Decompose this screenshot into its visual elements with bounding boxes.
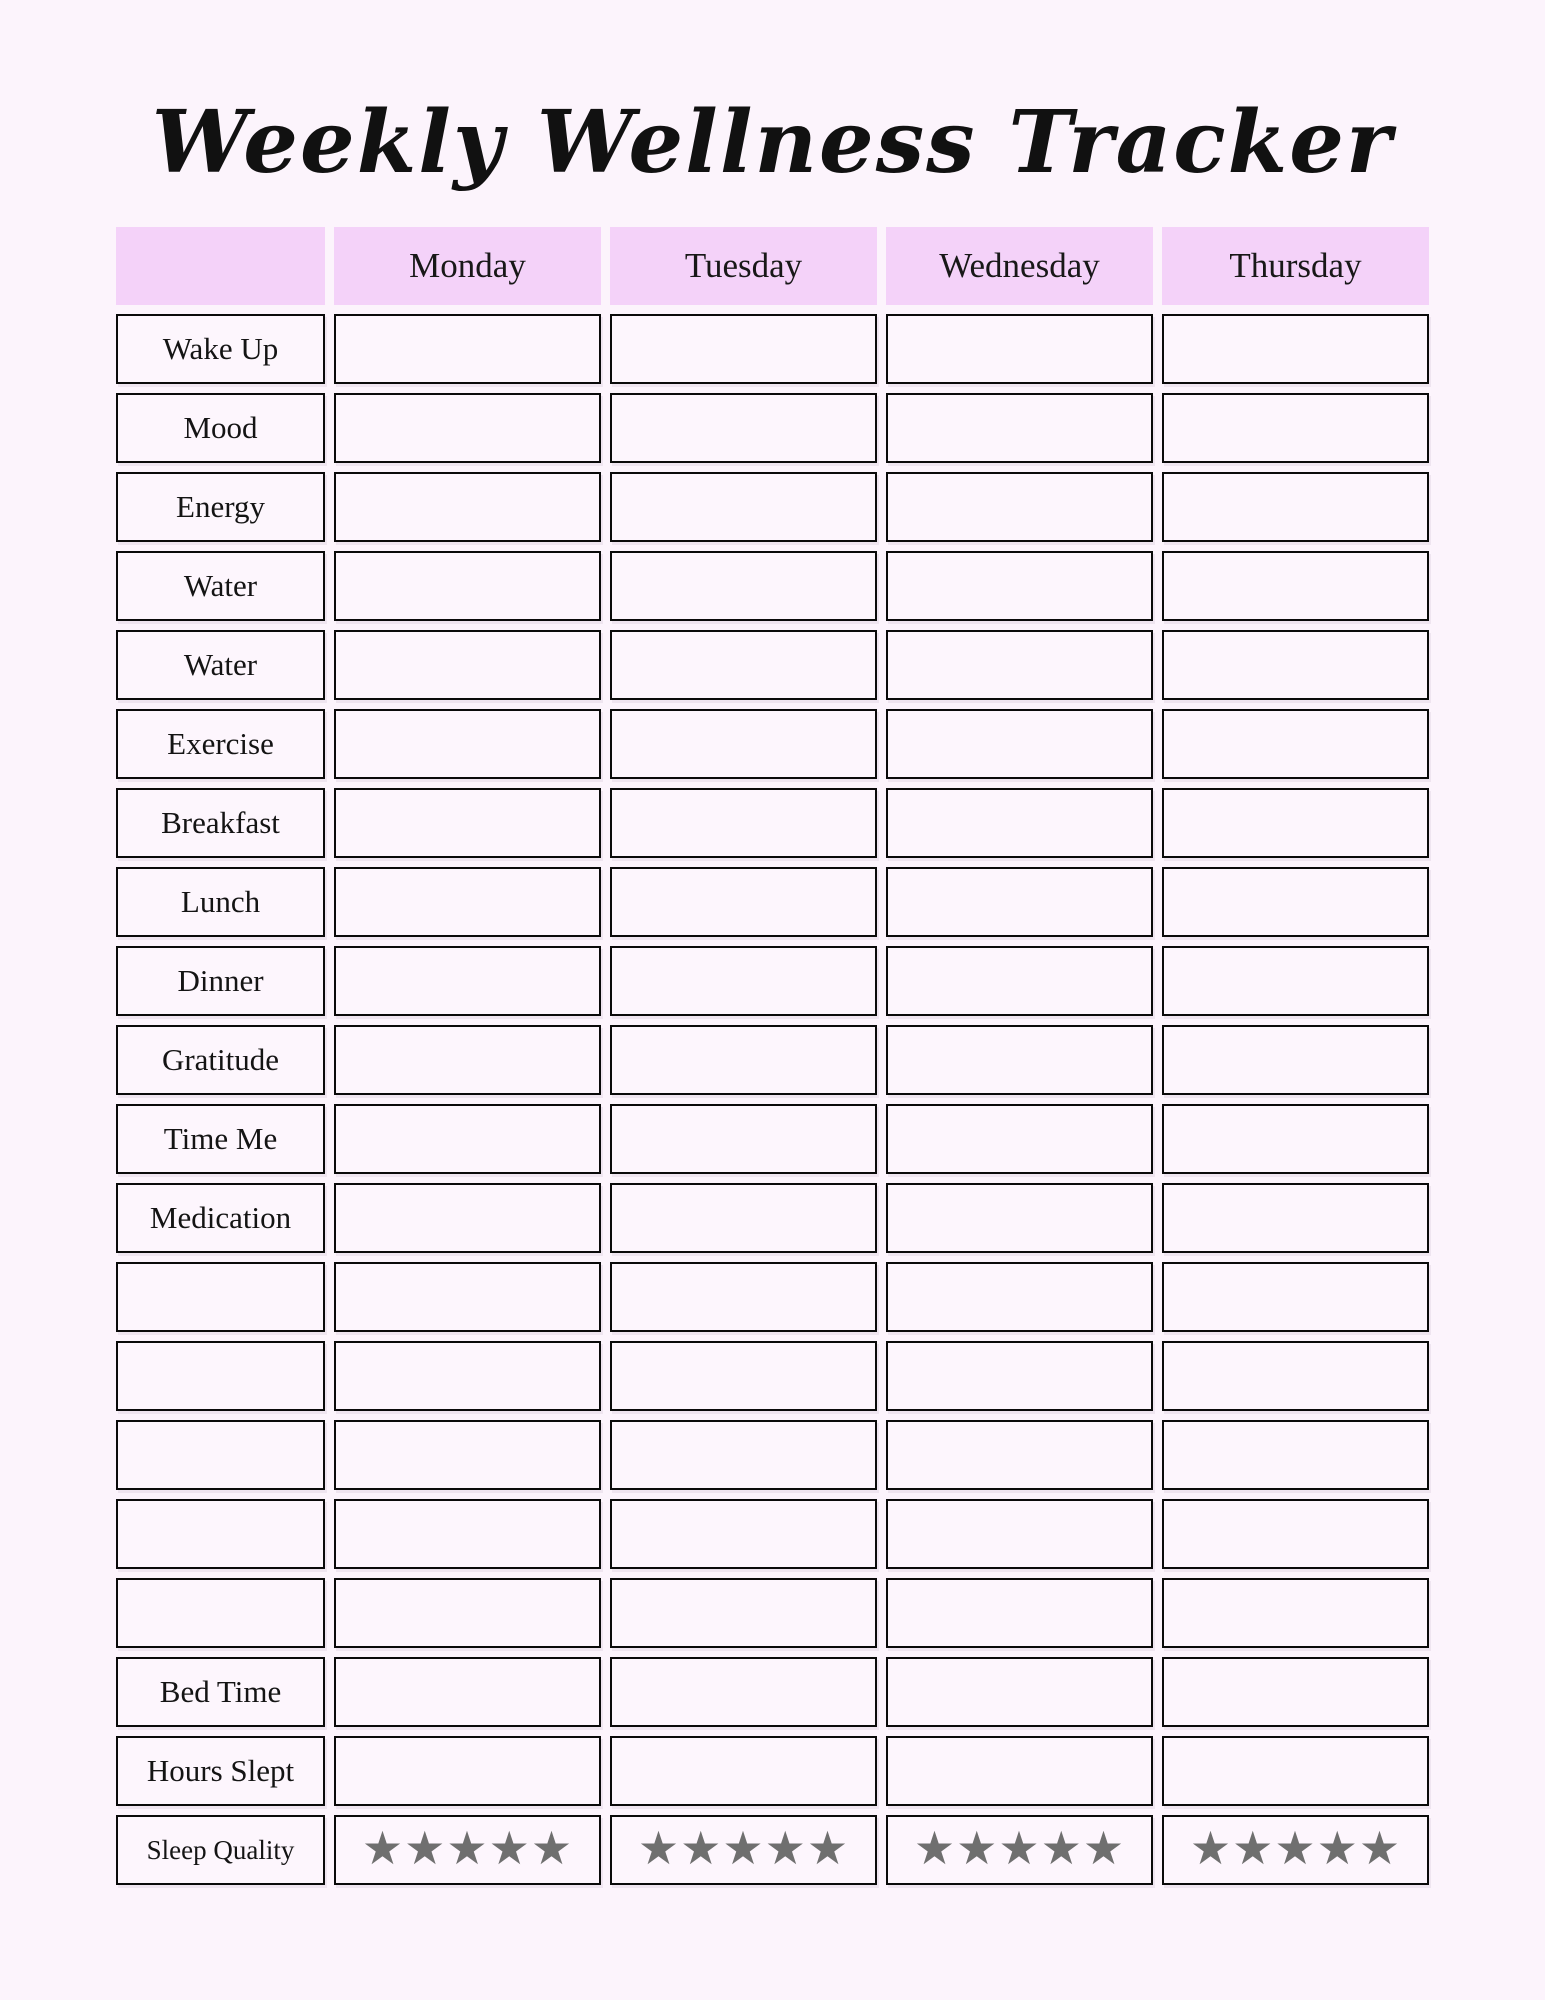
entry-cell-thursday[interactable]: [1162, 1578, 1429, 1648]
row-label-blank: [116, 1420, 325, 1490]
row-label-blank: [116, 1578, 325, 1648]
header-corner-cell: [116, 227, 325, 305]
entry-cell-tuesday-bed-time[interactable]: [610, 1657, 877, 1727]
entry-cell-wednesday-dinner[interactable]: [886, 946, 1153, 1016]
entry-cell-monday-wake-up[interactable]: [334, 314, 601, 384]
entry-cell-wednesday-gratitude[interactable]: [886, 1025, 1153, 1095]
entry-cell-monday[interactable]: [334, 1262, 601, 1332]
entry-cell-monday[interactable]: [334, 1578, 601, 1648]
entry-cell-wednesday-hours-slept[interactable]: [886, 1736, 1153, 1806]
entry-cell-wednesday-water[interactable]: [886, 551, 1153, 621]
row-label-energy: Energy: [116, 472, 325, 542]
row-label-water: Water: [116, 551, 325, 621]
row-label-medication: Medication: [116, 1183, 325, 1253]
sleep-quality-star-icons-thursday[interactable]: ★★★★★: [1162, 1815, 1429, 1885]
entry-cell-monday-exercise[interactable]: [334, 709, 601, 779]
entry-cell-wednesday-mood[interactable]: [886, 393, 1153, 463]
sleep-quality-star-icons-tuesday[interactable]: ★★★★★: [610, 1815, 877, 1885]
header-day-monday: Monday: [334, 227, 601, 305]
entry-cell-thursday-gratitude[interactable]: [1162, 1025, 1429, 1095]
header-day-thursday: Thursday: [1162, 227, 1429, 305]
entry-cell-tuesday-lunch[interactable]: [610, 867, 877, 937]
entry-cell-monday-bed-time[interactable]: [334, 1657, 601, 1727]
entry-cell-monday-water[interactable]: [334, 630, 601, 700]
row-label-breakfast: Breakfast: [116, 788, 325, 858]
entry-cell-tuesday-water[interactable]: [610, 630, 877, 700]
row-label-dinner: Dinner: [116, 946, 325, 1016]
entry-cell-thursday-bed-time[interactable]: [1162, 1657, 1429, 1727]
entry-cell-tuesday[interactable]: [610, 1262, 877, 1332]
entry-cell-tuesday[interactable]: [610, 1499, 877, 1569]
row-label-water: Water: [116, 630, 325, 700]
entry-cell-monday-time-me[interactable]: [334, 1104, 601, 1174]
entry-cell-wednesday-bed-time[interactable]: [886, 1657, 1153, 1727]
entry-cell-tuesday-energy[interactable]: [610, 472, 877, 542]
entry-cell-thursday-breakfast[interactable]: [1162, 788, 1429, 858]
entry-cell-thursday-water[interactable]: [1162, 630, 1429, 700]
entry-cell-thursday[interactable]: [1162, 1499, 1429, 1569]
row-label-wake-up: Wake Up: [116, 314, 325, 384]
row-label-bed-time: Bed Time: [116, 1657, 325, 1727]
entry-cell-tuesday-exercise[interactable]: [610, 709, 877, 779]
entry-cell-tuesday-gratitude[interactable]: [610, 1025, 877, 1095]
entry-cell-monday[interactable]: [334, 1420, 601, 1490]
entry-cell-thursday-dinner[interactable]: [1162, 946, 1429, 1016]
entry-cell-wednesday[interactable]: [886, 1341, 1153, 1411]
header-day-wednesday: Wednesday: [886, 227, 1153, 305]
wellness-table: [116, 227, 1429, 1885]
entry-cell-tuesday-mood[interactable]: [610, 393, 877, 463]
entry-cell-monday-breakfast[interactable]: [334, 788, 601, 858]
entry-cell-thursday-water[interactable]: [1162, 551, 1429, 621]
entry-cell-wednesday-exercise[interactable]: [886, 709, 1153, 779]
entry-cell-tuesday-breakfast[interactable]: [610, 788, 877, 858]
entry-cell-thursday-time-me[interactable]: [1162, 1104, 1429, 1174]
entry-cell-tuesday-water[interactable]: [610, 551, 877, 621]
entry-cell-monday-lunch[interactable]: [334, 867, 601, 937]
entry-cell-monday-hours-slept[interactable]: [334, 1736, 601, 1806]
entry-cell-monday[interactable]: [334, 1341, 601, 1411]
entry-cell-wednesday[interactable]: [886, 1578, 1153, 1648]
entry-cell-wednesday-energy[interactable]: [886, 472, 1153, 542]
entry-cell-thursday[interactable]: [1162, 1341, 1429, 1411]
row-label-sleep-quality: Sleep Quality: [116, 1815, 325, 1885]
row-label-blank: [116, 1499, 325, 1569]
entry-cell-wednesday-breakfast[interactable]: [886, 788, 1153, 858]
row-label-time-me: Time Me: [116, 1104, 325, 1174]
entry-cell-thursday-exercise[interactable]: [1162, 709, 1429, 779]
entry-cell-monday-water[interactable]: [334, 551, 601, 621]
entry-cell-thursday-lunch[interactable]: [1162, 867, 1429, 937]
entry-cell-thursday-medication[interactable]: [1162, 1183, 1429, 1253]
entry-cell-wednesday-medication[interactable]: [886, 1183, 1153, 1253]
sleep-quality-star-icons-monday[interactable]: ★★★★★: [334, 1815, 601, 1885]
row-label-lunch: Lunch: [116, 867, 325, 937]
entry-cell-wednesday-water[interactable]: [886, 630, 1153, 700]
entry-cell-tuesday[interactable]: [610, 1578, 877, 1648]
entry-cell-thursday[interactable]: [1162, 1420, 1429, 1490]
entry-cell-monday-dinner[interactable]: [334, 946, 601, 1016]
header-day-tuesday: Tuesday: [610, 227, 877, 305]
page-title: Weekly Wellness Tracker: [151, 92, 1394, 193]
entry-cell-wednesday[interactable]: [886, 1262, 1153, 1332]
entry-cell-monday-energy[interactable]: [334, 472, 601, 542]
entry-cell-monday-medication[interactable]: [334, 1183, 601, 1253]
entry-cell-thursday[interactable]: [1162, 1262, 1429, 1332]
entry-cell-thursday-hours-slept[interactable]: [1162, 1736, 1429, 1806]
entry-cell-tuesday[interactable]: [610, 1420, 877, 1490]
row-label-hours-slept: Hours Slept: [116, 1736, 325, 1806]
entry-cell-monday[interactable]: [334, 1499, 601, 1569]
entry-cell-thursday-energy[interactable]: [1162, 472, 1429, 542]
entry-cell-wednesday[interactable]: [886, 1420, 1153, 1490]
entry-cell-tuesday-medication[interactable]: [610, 1183, 877, 1253]
sleep-quality-star-icons-wednesday[interactable]: ★★★★★: [886, 1815, 1153, 1885]
entry-cell-tuesday-time-me[interactable]: [610, 1104, 877, 1174]
entry-cell-monday-mood[interactable]: [334, 393, 601, 463]
entry-cell-tuesday-hours-slept[interactable]: [610, 1736, 877, 1806]
entry-cell-wednesday-wake-up[interactable]: [886, 314, 1153, 384]
row-label-mood: Mood: [116, 393, 325, 463]
entry-cell-tuesday-dinner[interactable]: [610, 946, 877, 1016]
entry-cell-thursday-wake-up[interactable]: [1162, 314, 1429, 384]
row-label-blank: [116, 1341, 325, 1411]
entry-cell-tuesday-wake-up[interactable]: [610, 314, 877, 384]
entry-cell-thursday-mood[interactable]: [1162, 393, 1429, 463]
entry-cell-tuesday[interactable]: [610, 1341, 877, 1411]
entry-cell-wednesday-lunch[interactable]: [886, 867, 1153, 937]
entry-cell-monday-gratitude[interactable]: [334, 1025, 601, 1095]
row-label-blank: [116, 1262, 325, 1332]
row-label-exercise: Exercise: [116, 709, 325, 779]
row-label-gratitude: Gratitude: [116, 1025, 325, 1095]
entry-cell-wednesday-time-me[interactable]: [886, 1104, 1153, 1174]
entry-cell-wednesday[interactable]: [886, 1499, 1153, 1569]
